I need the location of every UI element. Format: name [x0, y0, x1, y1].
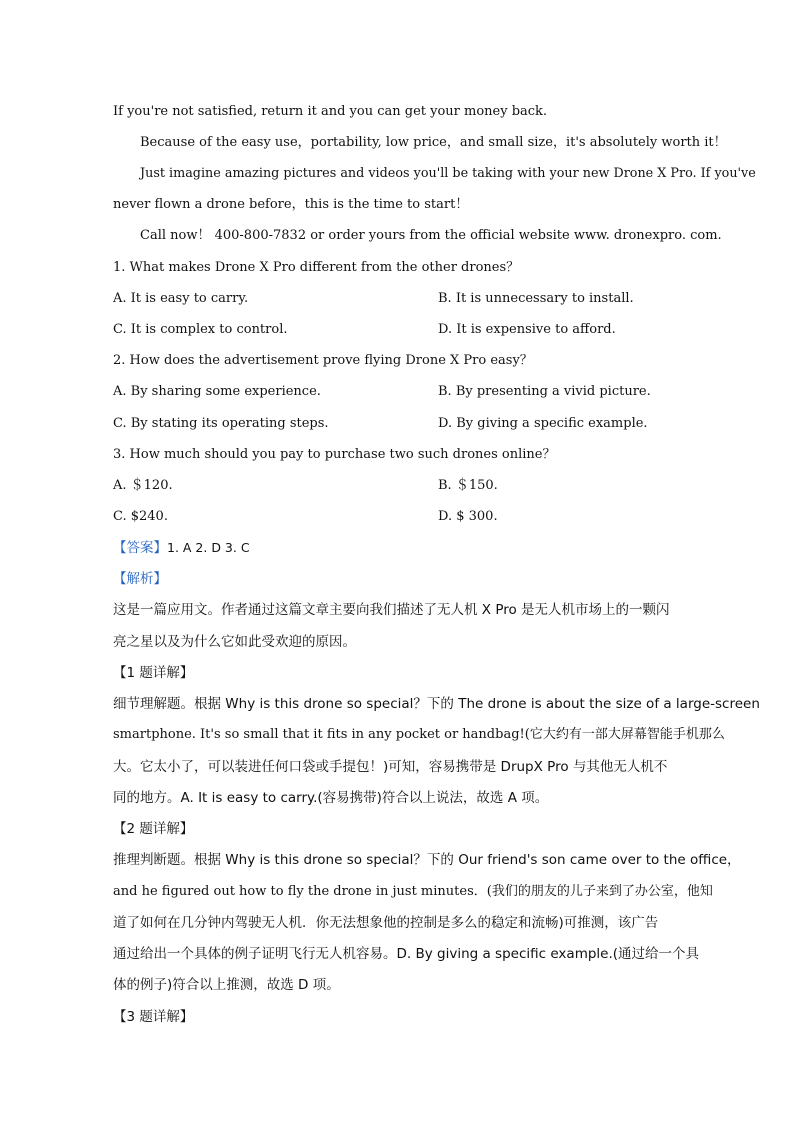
detail-2-line: 道了如何在几分钟内驾驶无人机．你无法想象他的控制是多么的稳定和流畅)可推测，该广告 — [113, 915, 659, 931]
detail-2-line: 通过给出一个具体的例子证明飞行无人机容易。D. By giving a specific example.(通过给一个具 — [113, 946, 700, 962]
answer-label: 【答案】 — [113, 540, 167, 556]
question-3-option-c: C. $240. — [113, 509, 168, 524]
question-1-option-c: C. It is complex to control. — [113, 322, 288, 337]
question-2-option-a: A. By sharing some experience. — [113, 384, 321, 399]
passage-line: Call now！ 400-800-7832 or order yours from the official website www. dronexpro. com. — [140, 228, 722, 243]
question-3-option-b: B. ＄150. — [438, 478, 498, 493]
question-1-stem: 1. What makes Drone X Pro different from the other drones？ — [113, 260, 520, 275]
answer-text: 1. A 2. D 3. C — [167, 540, 250, 555]
detail-3-heading: 【3 题详解】 — [113, 1009, 194, 1025]
detail-2-line: 体的例子)符合以上推测，故选 D 项。 — [113, 977, 340, 993]
analysis-label: 【解析】 — [113, 571, 167, 587]
detail-1-line: 细节理解题。根据 Why is this drone so special？下的 The drone is about the size of a large-screen — [113, 696, 760, 712]
question-3-option-d: D. $ 300. — [438, 509, 498, 524]
question-3-option-a: A. ＄120. — [113, 478, 173, 493]
detail-1-heading: 【1 题详解】 — [113, 665, 194, 681]
detail-1-line: 大。它太小了，可以装进任何口袋或手提包！)可知，容易携带是 DrupX Pro 与其他无人机不 — [113, 759, 668, 775]
question-2-option-b: B. By presenting a vivid picture. — [438, 384, 651, 399]
passage-line: Just imagine amazing pictures and videos you'll be taking with your new Drone X Pro. If you've — [140, 166, 756, 181]
passage-line: If you're not satisfied, return it and you can get your money back. — [113, 104, 548, 119]
question-1-option-b: B. It is unnecessary to install. — [438, 291, 634, 306]
analysis-line: 亮之星以及为什么它如此受欢迎的原因。 — [113, 634, 356, 650]
detail-2-line: 推理判断题。根据 Why is this drone so special？下的 Our friend's son came over to the office， — [113, 852, 741, 868]
detail-2-heading: 【2 题详解】 — [113, 821, 194, 837]
question-2-option-c: C. By stating its operating steps. — [113, 416, 329, 431]
question-2-stem: 2. How does the advertisement prove flying Drone X Pro easy？ — [113, 353, 533, 368]
answer-row — [113, 538, 250, 559]
detail-1-line: 同的地方。A. It is easy to carry.(容易携带)符合以上说法，故选 A 项。 — [113, 790, 549, 806]
detail-2-line: and he figured out how to fly the drone in just minutes．(我们的朋友的儿子来到了办公室，他知 — [113, 884, 713, 899]
passage-line: Because of the easy use，portability, low price，and small size，it's absolutely worth it！ — [140, 135, 727, 150]
question-3-stem: 3. How much should you pay to purchase two such drones online？ — [113, 447, 556, 462]
passage-line: never flown a drone before，this is the time to start！ — [113, 197, 469, 212]
question-2-option-d: D. By giving a specific example. — [438, 416, 648, 431]
question-1-option-d: D. It is expensive to afford. — [438, 322, 616, 337]
analysis-heading — [113, 569, 167, 590]
analysis-line: 这是一篇应用文。作者通过这篇文章主要向我们描述了无人机 X Pro 是无人机市场上的一颗闪 — [113, 602, 670, 618]
question-1-option-a: A. It is easy to carry. — [113, 291, 249, 306]
detail-1-line: smartphone. It's so small that it fits in any pocket or handbag!(它大约有一部大屏幕智能手机那么 — [113, 727, 725, 742]
